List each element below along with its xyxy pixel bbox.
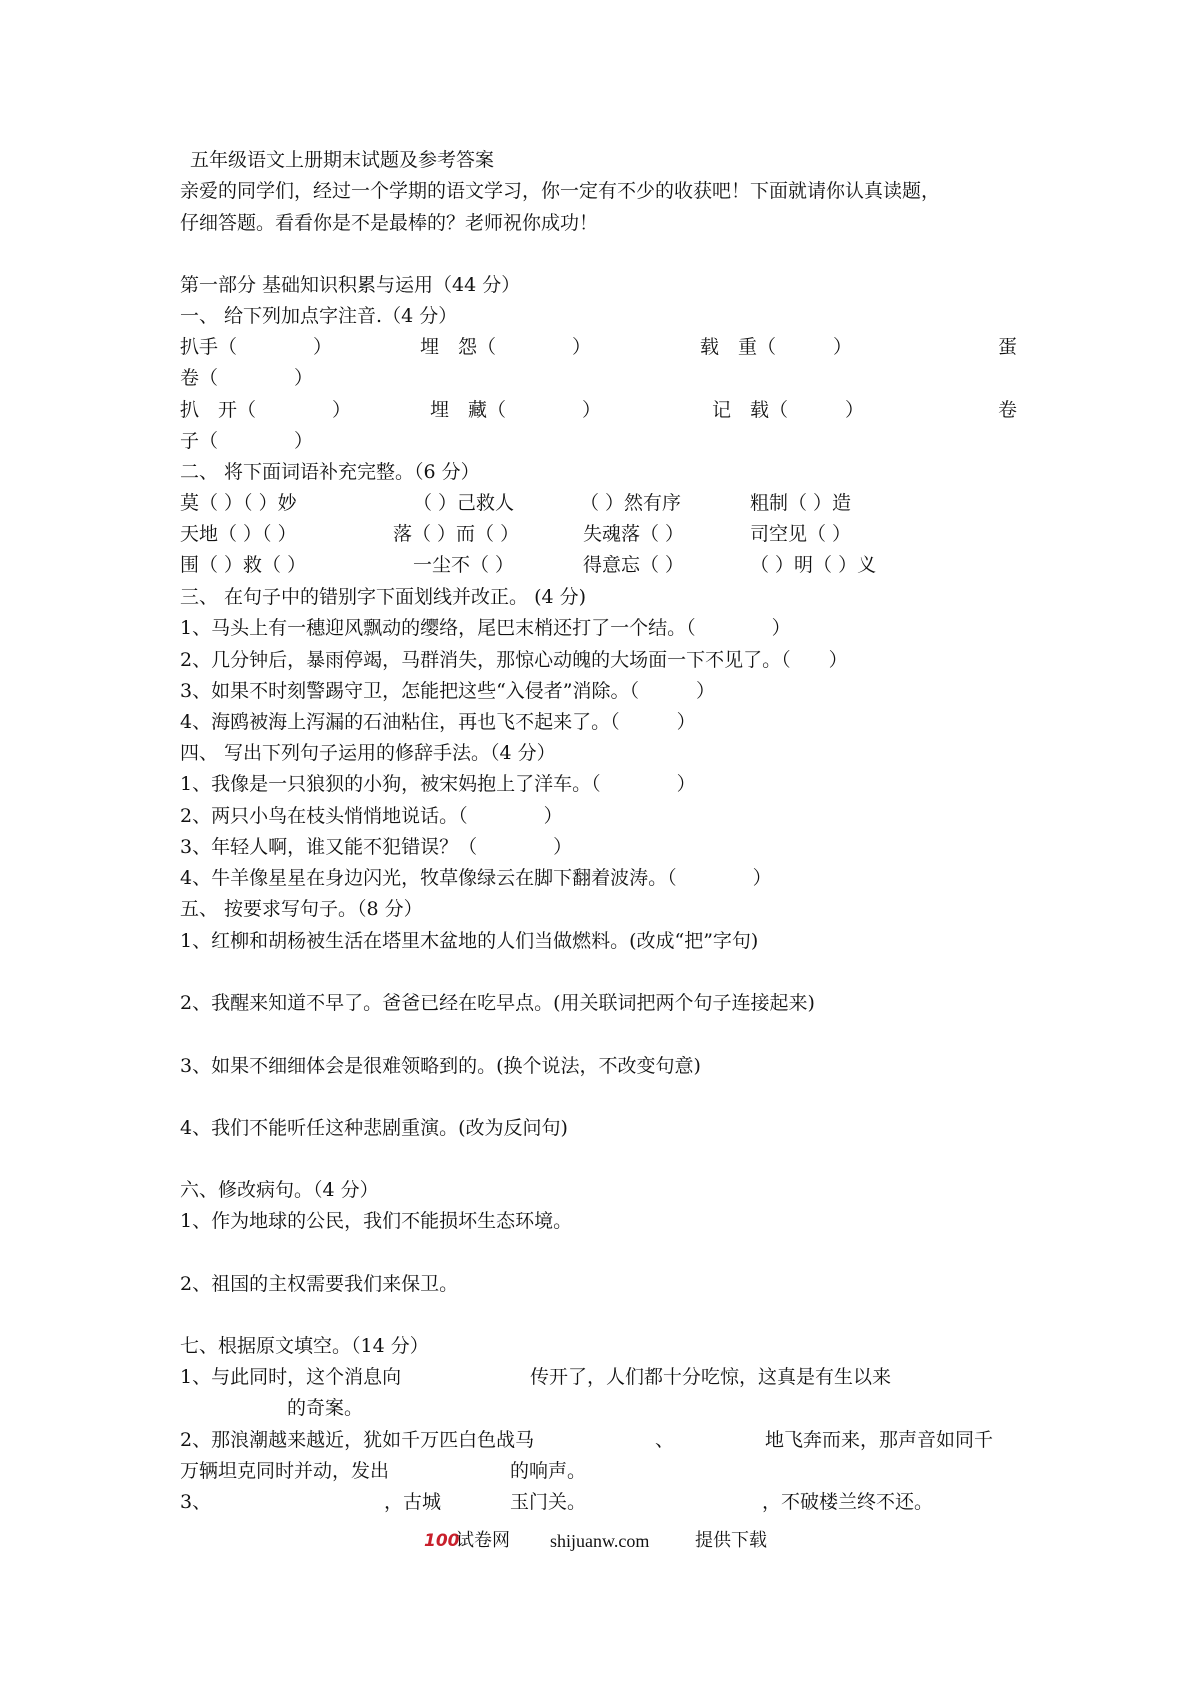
q7-item3-part: 3、 [180, 1491, 212, 1513]
q2-word: 一尘不（ ） [413, 554, 515, 576]
q2-heading: 二、 将下面词语补充完整。（6 分） [180, 461, 480, 483]
q2-word: 得意忘（ ） [583, 554, 685, 576]
q7-heading: 七、根据原文填空。（14 分） [180, 1335, 429, 1357]
q2-word: 莫（ ）（ ）妙 [180, 492, 297, 514]
q2-word: 落（ ）而（ ） [393, 523, 520, 545]
site-logo: 100 [424, 1531, 460, 1551]
q5-item: 2、我醒来知道不早了。爸爸已经在吃早点。(用关联词把两个句子连接起来) [180, 992, 815, 1014]
q2-word: （ ）明（ ）义 [750, 554, 877, 576]
q1-heading: 一、 给下列加点字注音.（4 分） [180, 305, 458, 327]
q2-word: 失魂落（ ） [583, 523, 685, 545]
q4-item: 1、我像是一只狼狈的小狗，被宋妈抱上了洋车。（ ） [180, 773, 696, 795]
q6-item: 2、祖国的主权需要我们来保卫。 [180, 1273, 459, 1295]
q7-item1-part: 传开了，人们都十分吃惊，这真是有生以来 [530, 1366, 892, 1388]
q2-word: （ ）己救人 [413, 492, 515, 514]
q7-item2-part: 万辆坦克同时并动，发出 [180, 1460, 390, 1482]
q1-item: 埋 藏（ ） [430, 399, 602, 421]
footer-site-name: 试卷网 [456, 1530, 510, 1551]
q7-item3-part: ，古城 [384, 1491, 442, 1513]
q7-item3-part: ，不破楼兰终不还。 [762, 1491, 934, 1513]
q6-heading: 六、修改病句。（4 分） [180, 1179, 379, 1201]
q4-item: 4、牛羊像星星在身边闪光，牧草像绿云在脚下翻着波涛。（ ） [180, 867, 772, 889]
q1-item: 卷（ ） [180, 367, 314, 389]
q2-word: 粗制（ ）造 [750, 492, 852, 514]
q1-item: 卷 [998, 399, 1018, 421]
q4-heading: 四、 写出下列句子运用的修辞手法。（4 分） [180, 742, 556, 764]
q6-item: 1、作为地球的公民，我们不能损坏生态环境。 [180, 1210, 573, 1232]
q2-word: 天地（ ）（ ） [180, 523, 297, 545]
part1-heading: 第一部分 基础知识积累与运用（44 分） [180, 274, 521, 296]
q5-item: 1、红柳和胡杨被生活在塔里木盆地的人们当做燃料。(改成“把”字句) [180, 930, 759, 952]
footer-suffix: 提供下载 [695, 1530, 767, 1551]
q1-item: 埋 怨（ ） [420, 336, 592, 358]
q2-word: （ ）然有序 [580, 492, 682, 514]
q3-item: 4、海鸥被海上泻漏的石油粘住，再也飞不起来了。（ ） [180, 711, 696, 733]
intro-line-2: 仔细答题。看看你是不是最棒的？老师祝你成功！ [180, 212, 599, 234]
q3-heading: 三、 在句子中的错别字下面划线并改正。 (4 分) [180, 586, 587, 608]
q3-item: 2、几分钟后，暴雨停竭，马群消失，那惊心动魄的大场面一下不见了。（ ） [180, 649, 848, 671]
footer-domain[interactable]: shijuanw.com [550, 1531, 650, 1551]
q5-heading: 五、 按要求写句子。（8 分） [180, 898, 423, 920]
q3-item: 1、马头上有一穗迎风飘动的缨络，尾巴末梢还打了一个结。（ ） [180, 617, 791, 639]
document-title: 五年级语文上册期末试题及参考答案 [190, 149, 495, 171]
q7-item1-part: 的奇案。 [287, 1397, 364, 1419]
q7-item2-part: 地飞奔而来，那声音如同千 [765, 1429, 994, 1451]
q1-item: 蛋 [998, 336, 1018, 358]
q1-item: 载 重（ ） [700, 336, 853, 358]
q4-item: 3、年轻人啊，谁又能不犯错误？（ ） [180, 836, 573, 858]
q7-item2-part: 、 [655, 1429, 675, 1451]
q1-item: 子（ ） [180, 430, 314, 452]
q7-item3-part: 玉门关。 [510, 1491, 587, 1513]
q4-item: 2、两只小鸟在枝头悄悄地说话。（ ） [180, 805, 563, 827]
q5-item: 4、我们不能听任这种悲剧重演。(改为反问句) [180, 1117, 568, 1139]
q7-item2-part: 2、那浪潮越来越近，犹如千万匹白色战马 [180, 1429, 535, 1451]
q1-item: 记 载（ ） [712, 399, 865, 421]
q2-word: 围（ ）救（ ） [180, 554, 307, 576]
q7-item2-part: 的响声。 [510, 1460, 587, 1482]
q2-word: 司空见（ ） [750, 523, 852, 545]
q1-item: 扒手（ ） [180, 336, 333, 358]
q1-item: 扒 开（ ） [180, 399, 352, 421]
q5-item: 3、如果不细细体会是很难领略到的。(换个说法，不改变句意) [180, 1055, 701, 1077]
intro-line-1: 亲爱的同学们，经过一个学期的语文学习，你一定有不少的收获吧！下面就请你认真读题， [180, 180, 941, 202]
q3-item: 3、如果不时刻警踢守卫，怎能把这些“入侵者”消除。（ ） [180, 680, 716, 702]
q7-item1-part: 1、与此同时，这个消息向 [180, 1366, 402, 1388]
